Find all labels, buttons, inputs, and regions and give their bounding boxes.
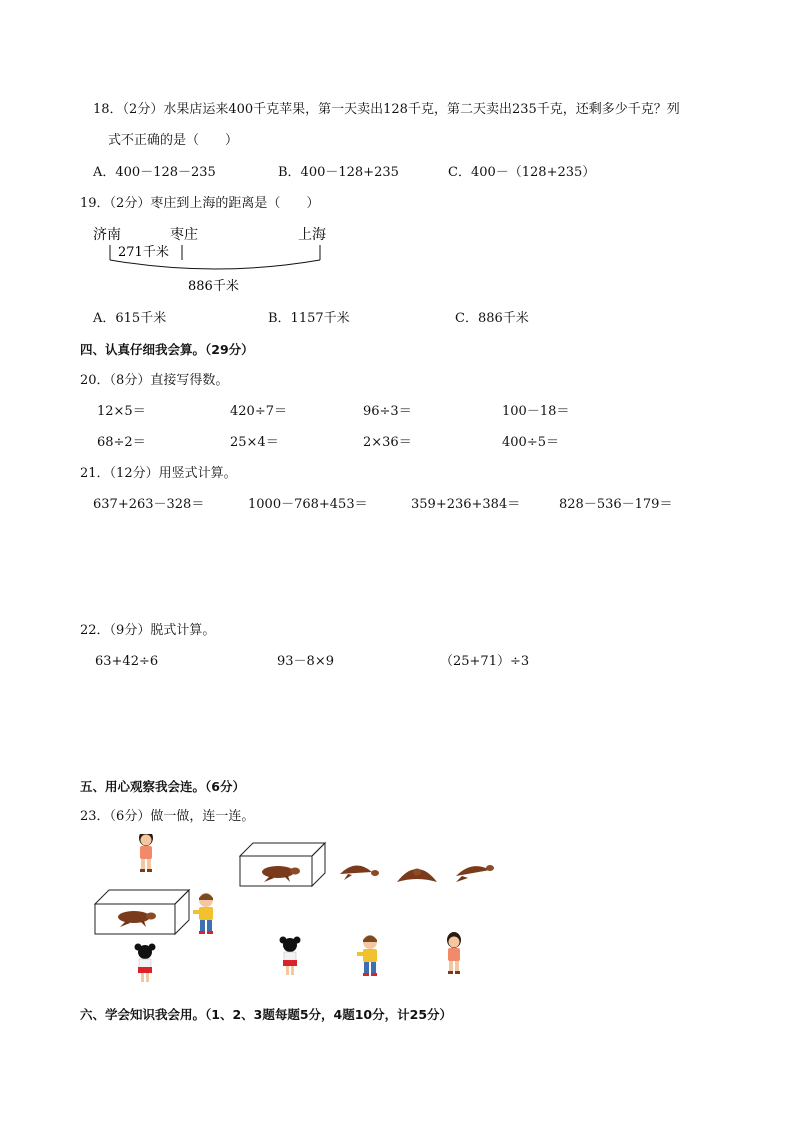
q20-item: 400÷5＝ bbox=[502, 435, 559, 450]
section6-title: 六、学会知识我会用。（1、2、3题每题5分，4题10分，计25分） bbox=[80, 1007, 453, 1022]
right-box bbox=[240, 843, 325, 886]
turtle-view-side bbox=[340, 865, 379, 880]
q21-item: 828－536－179＝ bbox=[559, 497, 673, 512]
girl-front-answer bbox=[447, 932, 461, 974]
q23-stem: 23．（6分）做一做，连一连。 bbox=[80, 809, 255, 824]
section5-title: 五、用心观察我会连。（6分） bbox=[80, 779, 245, 794]
turtle-in-right-box bbox=[262, 866, 300, 882]
q18-option-a: A．400－128－235 bbox=[93, 165, 216, 180]
q18-option-c: C．400－（128+235） bbox=[448, 165, 596, 180]
q22-item: （25+71）÷3 bbox=[440, 654, 530, 669]
total-distance-label: 886千米 bbox=[188, 279, 239, 294]
observation-figure bbox=[90, 834, 500, 994]
q20-item: 100－18＝ bbox=[502, 404, 570, 419]
q21-item: 637+263－328＝ bbox=[93, 497, 205, 512]
turtle-in-left-box bbox=[118, 911, 156, 927]
turtle-view-other-side bbox=[456, 865, 494, 882]
girl-back-bottom bbox=[135, 944, 156, 983]
q18-stem-line2: 式不正确的是（ ） bbox=[108, 133, 239, 148]
short-distance-label: 271千米 bbox=[118, 245, 169, 260]
q21-item: 1000－768+453＝ bbox=[248, 497, 368, 512]
q18-option-b: B．400－128+235 bbox=[278, 165, 399, 180]
q19-option-b: B．1157千米 bbox=[268, 311, 350, 326]
girl-back-answer bbox=[280, 937, 301, 976]
city-jinan: 济南 bbox=[93, 227, 121, 243]
q19-option-c: C．886千米 bbox=[455, 311, 529, 326]
distance-diagram bbox=[90, 222, 340, 298]
city-zaozhuang: 枣庄 bbox=[170, 227, 198, 243]
city-shanghai: 上海 bbox=[298, 227, 326, 243]
q22-stem: 22．（9分）脱式计算。 bbox=[80, 623, 216, 638]
section4-title: 四、认真仔细我会算。（29分） bbox=[80, 342, 254, 357]
q20-item: 12×5＝ bbox=[97, 404, 146, 419]
boy-right bbox=[193, 893, 213, 934]
q22-item: 63+42÷6 bbox=[95, 654, 159, 669]
q20-item: 420÷7＝ bbox=[230, 404, 287, 419]
q20-item: 25×4＝ bbox=[230, 435, 279, 450]
total-distance-brace bbox=[110, 260, 320, 269]
q18-stem-line1: 18．（2分）水果店运来400千克苹果，第一天卖出128千克，第二天卖出235千克，还剩多少千克？列 bbox=[93, 102, 680, 117]
boy-answer bbox=[357, 935, 377, 976]
q20-item: 96÷3＝ bbox=[363, 404, 412, 419]
girl-front-top bbox=[139, 834, 153, 872]
q19-stem: 19．（2分）枣庄到上海的距离是（ ） bbox=[80, 196, 320, 211]
turtle-view-front bbox=[397, 869, 437, 883]
q20-stem: 20．（8分）直接写得数。 bbox=[80, 373, 229, 388]
q19-option-a: A．615千米 bbox=[93, 311, 167, 326]
q20-item: 68÷2＝ bbox=[97, 435, 146, 450]
q21-item: 359+236+384＝ bbox=[411, 497, 521, 512]
q22-item: 93－8×9 bbox=[277, 654, 334, 669]
q20-item: 2×36＝ bbox=[363, 435, 412, 450]
q21-stem: 21．（12分）用竖式计算。 bbox=[80, 466, 237, 481]
